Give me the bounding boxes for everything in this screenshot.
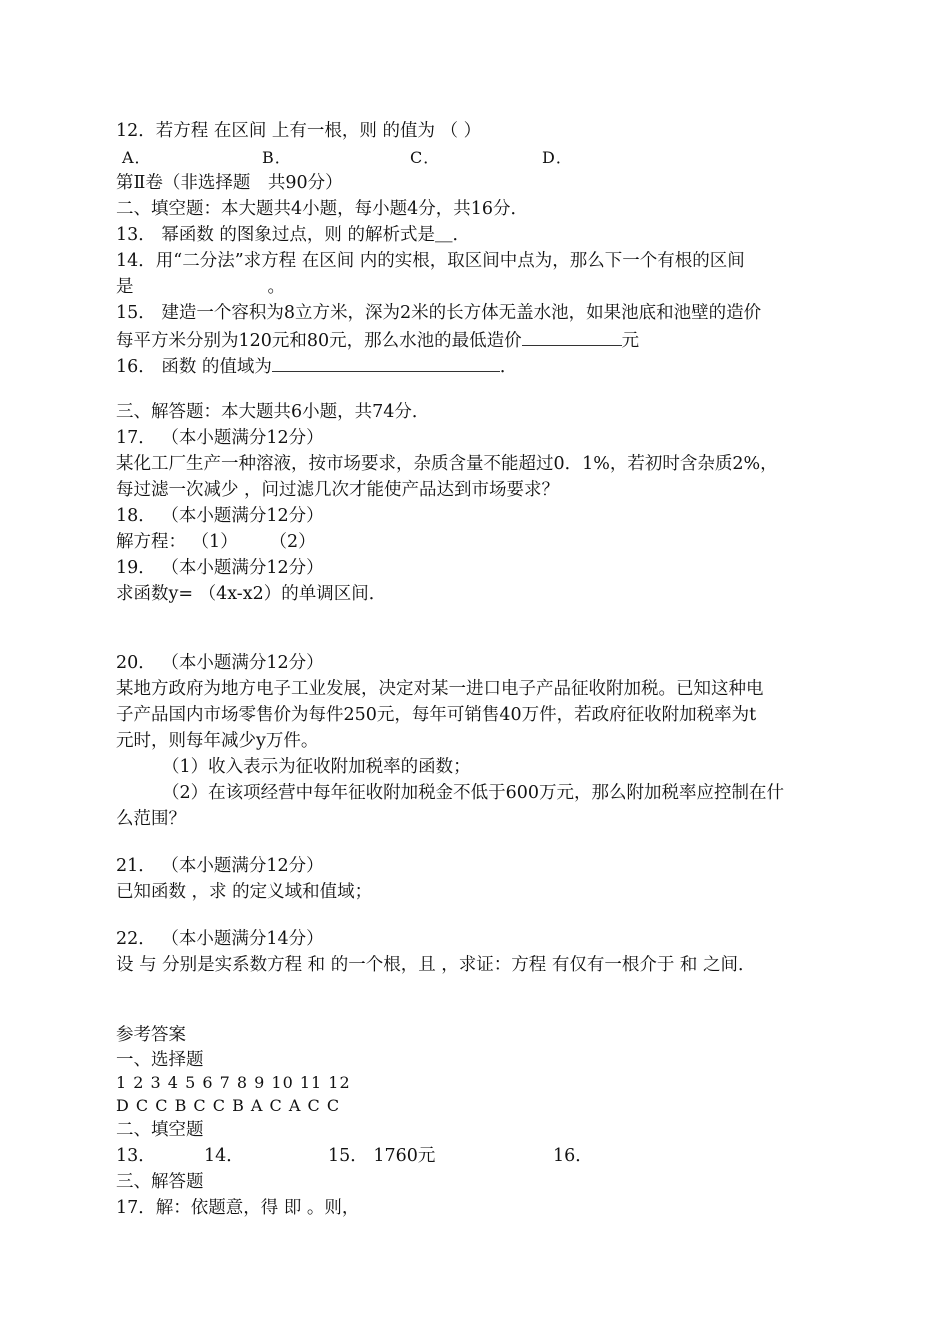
q22-title: 22． （本小题满分14分） <box>116 929 324 949</box>
q17-line1: 某化工厂生产一种溶液，按市场要求，杂质含量不能超过0．1%，若初时含杂质2%， <box>116 454 778 474</box>
q16-line <box>116 353 517 379</box>
q20-sub2-line1: （2）在该项经营中每年征收附加税金不低于600万元，那么附加税率应控制在什 <box>162 783 785 803</box>
answers-choice-header: 一、选择题 <box>116 1050 204 1070</box>
q20-sub1: （1）收入表示为征收附加税率的函数； <box>162 757 471 777</box>
q17-title: 17． （本小题满分12分） <box>116 428 324 448</box>
q12-option-d: D． <box>542 148 573 167</box>
q17-line2: 每过滤一次减少 ，问过滤几次才能使产品达到市场要求？ <box>116 480 560 500</box>
q15-line2-prefix: 每平方米分别为120元和80元，那么水池的最低造价 <box>116 331 522 351</box>
q18-title: 18． （本小题满分12分） <box>116 506 324 526</box>
q13-text: 13． 幂函数 的图象过点，则 的解析式是＿． <box>116 225 470 245</box>
answer-15: 15． 1760元 <box>328 1146 436 1166</box>
answers-choice-letters: D C C B C C B A C A C C <box>116 1096 341 1115</box>
q14-line2-prefix: 是 <box>116 277 134 297</box>
part2-title: 第Ⅱ卷（非选择题 共90分） <box>116 173 343 193</box>
q16-prefix: 16． 函数 的值域为 <box>116 357 272 377</box>
q21-title: 21． （本小题满分12分） <box>116 856 324 876</box>
q20-sub2-line2: 么范围？ <box>116 809 186 829</box>
q20-line2: 子产品国内市场零售价为每件250元，每年可销售40万件，若政府征收附加税率为t <box>116 705 757 725</box>
q20-title: 20． （本小题满分12分） <box>116 653 324 673</box>
answers-title: 参考答案 <box>116 1025 186 1045</box>
answers-fill-header: 二、填空题 <box>116 1120 204 1140</box>
q15-answer-blank <box>522 327 622 346</box>
q15-line2 <box>116 327 639 353</box>
q19-title: 19． （本小题满分12分） <box>116 558 324 578</box>
answer-13: 13． <box>116 1146 156 1166</box>
answers-choice-numbers: 1 2 3 4 5 6 7 8 9 10 11 12 <box>116 1073 351 1092</box>
q16-suffix: ． <box>499 357 518 377</box>
q14-line2-suffix: 。 <box>267 277 285 297</box>
q12-stem: 12．若方程 在区间 上有一根，则 的值为 （ ） <box>116 121 482 141</box>
fill-section-header: 二、填空题：本大题共4小题，每小题4分，共16分． <box>116 199 529 219</box>
q20-line1: 某地方政府为地方电子工业发展，决定对某一进口电子产品征收附加税。已知这种电 <box>116 679 764 699</box>
q15-line1: 15． 建造一个容积为8立方米，深为2米的长方体无盖水池，如果池底和池壁的造价 <box>116 303 762 323</box>
q18-body: 解方程： （1） （2） <box>116 532 316 552</box>
q21-body: 已知函数 ，求 的定义域和值域； <box>116 882 373 902</box>
q20-line3: 元时，则每年减少y万件。 <box>116 731 319 751</box>
q16-answer-blank <box>272 353 500 372</box>
solve-section-header: 三、解答题：本大题共6小题，共74分． <box>116 402 430 422</box>
answer-16: 16． <box>553 1146 593 1166</box>
q19-body: 求函数y= （4x-x2）的单调区间． <box>116 584 387 604</box>
q12-option-a: A． <box>122 148 152 167</box>
q22-body: 设 与 分别是实系数方程 和 的一个根，且 ，求证：方程 有仅有一根介于 和 之间． <box>116 955 756 975</box>
q14-line1: 14．用“二分法”求方程 在区间 内的实根，取区间中点为，那么下一个有根的区间 <box>116 251 745 271</box>
answer-14: 14． <box>204 1146 244 1166</box>
q15-line2-suffix: 元 <box>621 331 640 351</box>
q12-option-c: C． <box>410 148 441 167</box>
q14-line2 <box>116 275 285 299</box>
answers-solve-header: 三、解答题 <box>116 1172 204 1192</box>
answer-17: 17．解：依题意，得 即 。则， <box>116 1198 360 1218</box>
q12-option-b: B． <box>262 148 292 167</box>
